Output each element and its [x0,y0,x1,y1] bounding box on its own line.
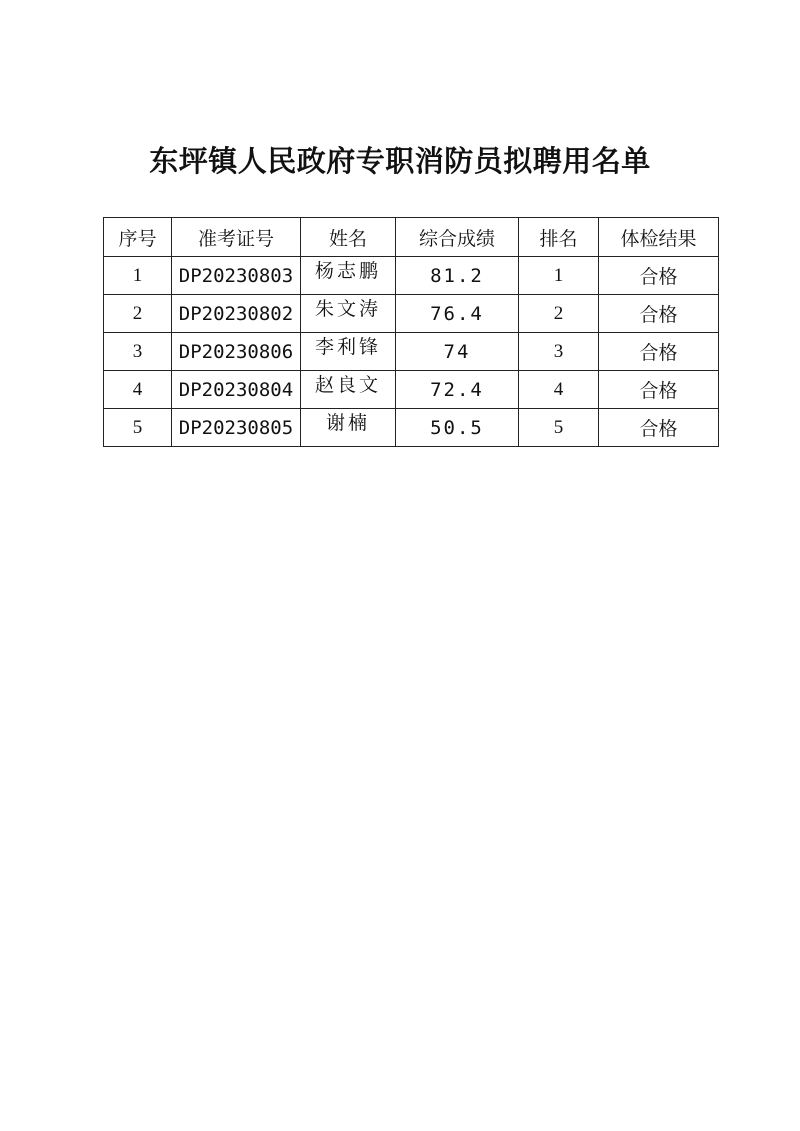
page-title: 东坪镇人民政府专职消防员拟聘用名单 [149,144,651,178]
table-row [104,409,719,447]
cell-rank: 2 [519,295,599,333]
cell-name-text: 朱文涛 [314,298,381,320]
cell-score: 81.2 [396,257,519,295]
cell-score: 72.4 [396,371,519,409]
cell-rank: 1 [519,257,599,295]
cell-index: 1 [104,257,172,295]
cell-score: 74 [396,333,519,371]
cell-medical-result: 合格 [599,333,719,371]
cell-index: 5 [104,409,172,447]
column-header-medical-result: 体检结果 [599,218,719,257]
table-row [104,257,719,295]
column-header-score: 综合成绩 [396,218,519,257]
cell-index: 4 [104,371,172,409]
hiring-list-table [103,217,719,447]
cell-rank: 5 [519,409,599,447]
column-header-name: 姓名 [301,218,396,257]
table-row [104,333,719,371]
table-row [104,295,719,333]
cell-exam-id: DP20230804 [172,371,301,409]
cell-name [301,257,396,295]
cell-exam-id: DP20230803 [172,257,301,295]
column-header-exam-id: 准考证号 [172,218,301,257]
cell-name [301,333,396,371]
cell-name-text: 李利锋 [314,336,381,358]
cell-name-text: 杨志鹏 [314,260,381,282]
cell-medical-result: 合格 [599,371,719,409]
cell-rank: 3 [519,333,599,371]
cell-rank: 4 [519,371,599,409]
column-header-index: 序号 [104,218,172,257]
cell-medical-result: 合格 [599,257,719,295]
cell-score: 76.4 [396,295,519,333]
column-header-rank: 排名 [519,218,599,257]
cell-name [301,371,396,409]
cell-index: 2 [104,295,172,333]
cell-name-text: 谢楠 [325,412,370,434]
cell-name-text: 赵良文 [314,374,381,396]
cell-medical-result: 合格 [599,409,719,447]
cell-name [301,295,396,333]
table-row [104,371,719,409]
cell-index: 3 [104,333,172,371]
cell-exam-id: DP20230806 [172,333,301,371]
cell-exam-id: DP20230802 [172,295,301,333]
table-header-row [104,218,719,257]
cell-score: 50.5 [396,409,519,447]
cell-name [301,409,396,447]
cell-medical-result: 合格 [599,295,719,333]
cell-exam-id: DP20230805 [172,409,301,447]
